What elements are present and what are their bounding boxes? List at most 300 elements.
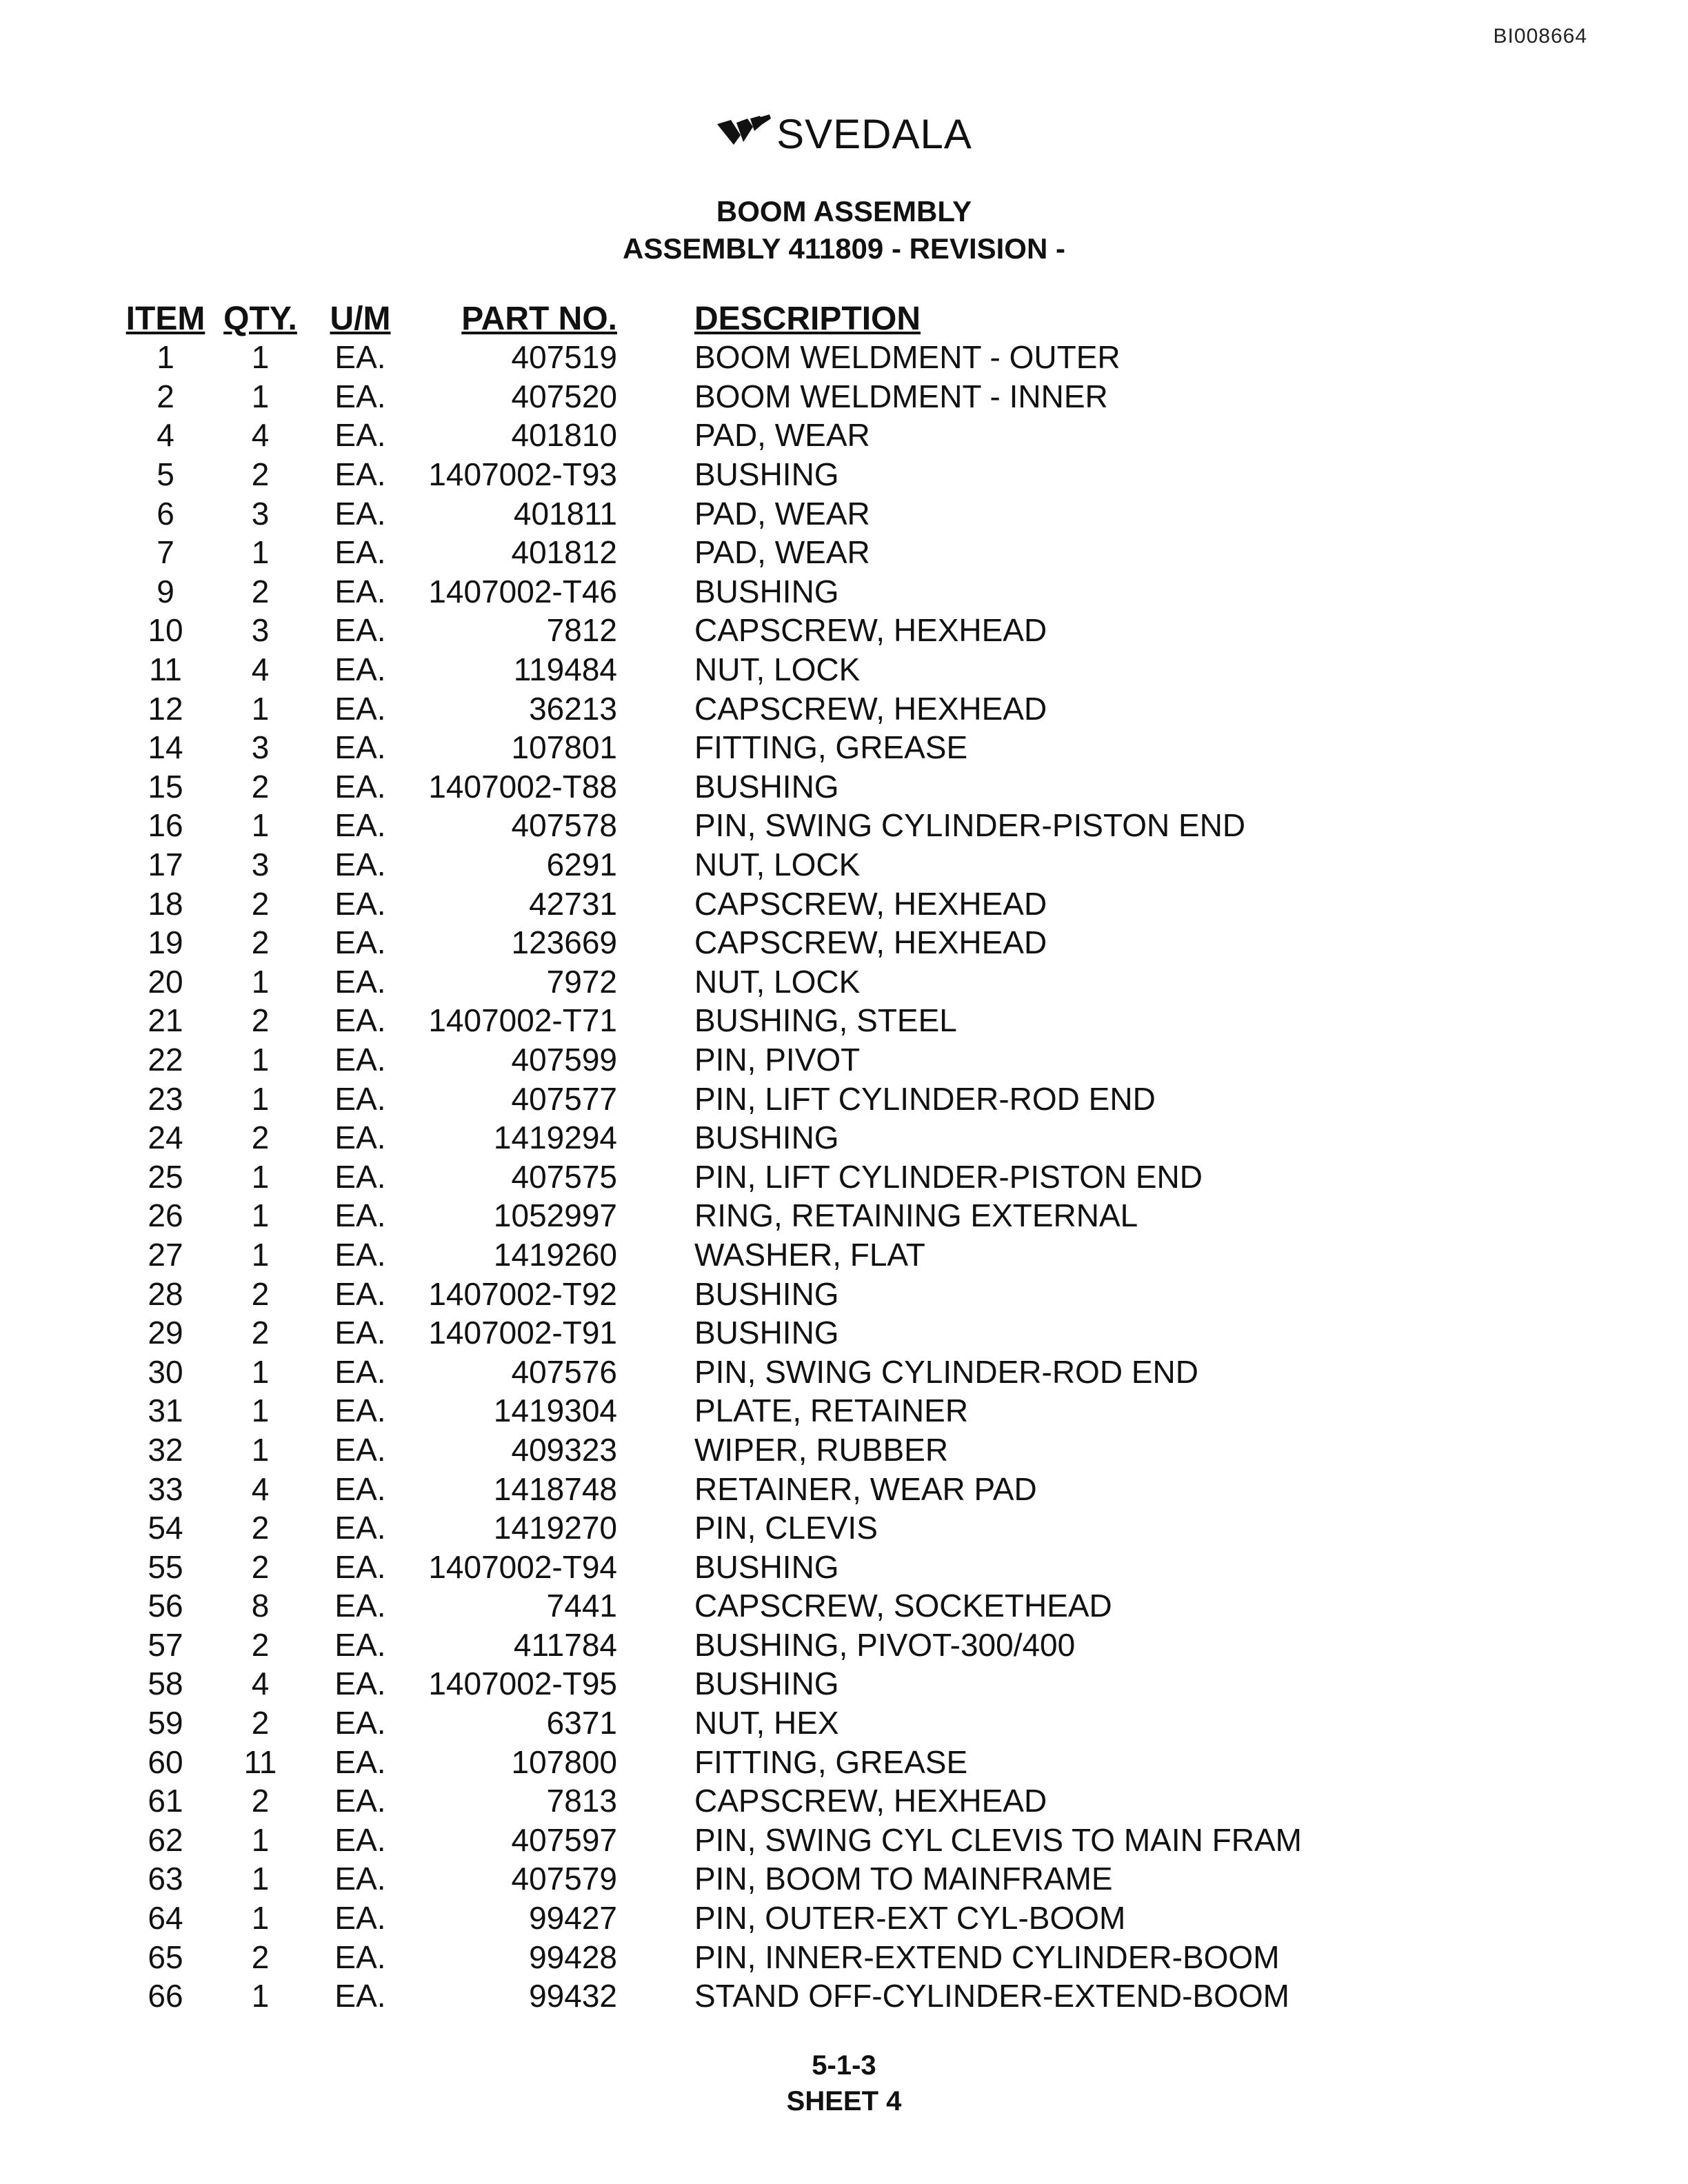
- description-cell: PIN, OUTER-EXT CYL-BOOM: [694, 1900, 1126, 1937]
- quantity-cell: 2: [251, 885, 270, 922]
- unit-of-measure-cell: EA.: [334, 339, 386, 376]
- unit-of-measure-cell: EA.: [334, 924, 386, 961]
- column-spacer: [617, 611, 694, 650]
- table-row: [124, 728, 1315, 767]
- quantity-cell: 2: [251, 768, 270, 805]
- column-header-qty: QTY.: [223, 301, 297, 337]
- column-spacer: [617, 728, 694, 767]
- quantity-cell: 2: [251, 1548, 270, 1585]
- column-spacer: [617, 1352, 694, 1391]
- quantity-cell: 1: [251, 963, 270, 1000]
- table-row: [124, 1313, 1315, 1353]
- unit-of-measure-cell: EA.: [334, 1510, 386, 1546]
- table-row: [124, 1899, 1315, 1938]
- quantity-cell: 2: [251, 456, 270, 493]
- column-spacer: [617, 884, 694, 923]
- unit-of-measure-cell: EA.: [334, 1080, 386, 1117]
- column-spacer: [617, 1157, 694, 1196]
- column-header-um: U/M: [330, 301, 391, 337]
- column-spacer: [617, 1547, 694, 1586]
- table-row: [124, 1235, 1315, 1275]
- description-cell: PAD, WEAR: [694, 495, 870, 532]
- description-cell: PIN, INNER-EXTEND CYLINDER-BOOM: [694, 1939, 1280, 1975]
- unit-of-measure-cell: EA.: [334, 1353, 386, 1390]
- column-spacer: [617, 1626, 694, 1665]
- column-spacer: [617, 1391, 694, 1430]
- part-number-cell: 401812: [511, 534, 617, 571]
- column-spacer: [617, 1821, 694, 1860]
- unit-of-measure-cell: EA.: [334, 885, 386, 922]
- table-row: [124, 572, 1315, 611]
- part-number-cell: 407577: [511, 1080, 617, 1117]
- table-row: [124, 884, 1315, 923]
- table-row: [124, 377, 1315, 416]
- quantity-cell: 1: [251, 1978, 270, 2014]
- part-number-cell: 119484: [513, 651, 617, 688]
- description-cell: CAPSCREW, HEXHEAD: [694, 1783, 1047, 1819]
- table-row: [124, 1079, 1315, 1118]
- document-id: BI008664: [1493, 25, 1587, 48]
- description-cell: NUT, LOCK: [694, 651, 861, 688]
- unit-of-measure-cell: EA.: [334, 1275, 386, 1312]
- item-number-cell: 21: [148, 1002, 183, 1039]
- part-number-cell: 107801: [511, 729, 617, 766]
- column-spacer: [617, 377, 694, 416]
- column-spacer: [617, 650, 694, 689]
- part-number-cell: 407576: [511, 1353, 617, 1390]
- quantity-cell: 3: [251, 729, 270, 766]
- table-row: [124, 1664, 1315, 1703]
- description-cell: FITTING, GREASE: [694, 1743, 968, 1780]
- unit-of-measure-cell: EA.: [334, 1315, 386, 1351]
- item-number-cell: 14: [148, 729, 183, 766]
- unit-of-measure-cell: EA.: [334, 1705, 386, 1741]
- column-spacer: [617, 806, 694, 845]
- sheet-number: SHEET 4: [786, 2086, 902, 2116]
- item-number-cell: 60: [148, 1743, 183, 1780]
- table-row: [124, 1586, 1315, 1626]
- description-cell: BOOM WELDMENT - OUTER: [694, 339, 1121, 376]
- part-number-cell: 407599: [511, 1041, 617, 1078]
- table-row: [124, 1821, 1315, 1860]
- column-spacer: [617, 1274, 694, 1313]
- unit-of-measure-cell: EA.: [334, 1588, 386, 1624]
- item-number-cell: 18: [148, 885, 183, 922]
- part-number-cell: 1418748: [493, 1470, 617, 1507]
- column-spacer: [617, 1469, 694, 1508]
- part-number-cell: 99432: [529, 1978, 617, 2014]
- quantity-cell: 2: [251, 1120, 270, 1156]
- description-cell: CAPSCREW, HEXHEAD: [694, 612, 1047, 649]
- column-spacer: [617, 1976, 694, 2016]
- description-cell: PIN, PIVOT: [694, 1041, 861, 1078]
- column-spacer: [617, 1781, 694, 1821]
- item-number-cell: 57: [148, 1626, 183, 1663]
- table-row: [124, 1937, 1315, 1976]
- quantity-cell: 3: [251, 612, 270, 649]
- column-spacer: [617, 767, 694, 807]
- description-cell: NUT, LOCK: [694, 963, 861, 1000]
- unit-of-measure-cell: EA.: [334, 534, 386, 571]
- item-number-cell: 33: [148, 1470, 183, 1507]
- unit-of-measure-cell: EA.: [334, 1470, 386, 1507]
- quantity-cell: 2: [251, 1626, 270, 1663]
- description-cell: FITTING, GREASE: [694, 729, 968, 766]
- quantity-cell: 3: [251, 495, 270, 532]
- column-spacer: [617, 1899, 694, 1938]
- table-row: [124, 1742, 1315, 1781]
- table-row: [124, 923, 1315, 962]
- part-number-cell: 123669: [511, 924, 617, 961]
- quantity-cell: 1: [251, 339, 270, 376]
- part-number-cell: 407519: [511, 339, 617, 376]
- table-row: [124, 1781, 1315, 1821]
- table-row: [124, 533, 1315, 572]
- unit-of-measure-cell: EA.: [334, 1120, 386, 1156]
- unit-of-measure-cell: EA.: [334, 729, 386, 766]
- unit-of-measure-cell: EA.: [334, 1041, 386, 1078]
- item-number-cell: 6: [157, 495, 174, 532]
- description-cell: PIN, SWING CYL CLEVIS TO MAIN FRAM: [694, 1821, 1302, 1858]
- column-spacer: [617, 689, 694, 728]
- item-number-cell: 29: [148, 1315, 183, 1351]
- item-number-cell: 23: [148, 1080, 183, 1117]
- column-spacer: [617, 338, 694, 377]
- table-row: [124, 1040, 1315, 1080]
- description-cell: CAPSCREW, SOCKETHEAD: [694, 1588, 1112, 1624]
- item-number-cell: 25: [148, 1158, 183, 1195]
- part-number-cell: 407520: [511, 378, 617, 414]
- description-cell: CAPSCREW, HEXHEAD: [694, 924, 1047, 961]
- quantity-cell: 2: [251, 1510, 270, 1546]
- unit-of-measure-cell: EA.: [334, 612, 386, 649]
- parts-table-body: [124, 338, 1315, 2016]
- column-spacer: [617, 1235, 694, 1275]
- table-row: [124, 806, 1315, 845]
- unit-of-measure-cell: EA.: [334, 1002, 386, 1039]
- item-number-cell: 10: [148, 612, 183, 649]
- description-cell: NUT, LOCK: [694, 847, 861, 883]
- table-row: [124, 689, 1315, 728]
- quantity-cell: 1: [251, 1431, 270, 1468]
- table-row: [124, 962, 1315, 1002]
- part-number-cell: 407575: [511, 1158, 617, 1195]
- quantity-cell: 11: [243, 1743, 277, 1780]
- item-number-cell: 19: [148, 924, 183, 961]
- description-cell: RETAINER, WEAR PAD: [694, 1470, 1037, 1507]
- quantity-cell: 1: [251, 690, 270, 727]
- column-spacer: [617, 494, 694, 533]
- description-cell: BUSHING: [694, 573, 839, 609]
- column-spacer: [617, 572, 694, 611]
- part-number-cell: 6291: [546, 847, 617, 883]
- item-number-cell: 9: [157, 573, 174, 609]
- table-row: [124, 1352, 1315, 1391]
- part-number-cell: 1419270: [493, 1510, 617, 1546]
- quantity-cell: 1: [251, 534, 270, 571]
- table-row: [124, 611, 1315, 650]
- unit-of-measure-cell: EA.: [334, 1236, 386, 1273]
- unit-of-measure-cell: EA.: [334, 573, 386, 609]
- unit-of-measure-cell: EA.: [334, 1666, 386, 1702]
- description-cell: WASHER, FLAT: [694, 1236, 925, 1273]
- part-number-cell: 36213: [529, 690, 617, 727]
- column-spacer: [617, 1937, 694, 1976]
- table-row: [124, 338, 1315, 377]
- table-row: [124, 1157, 1315, 1196]
- description-cell: BUSHING: [694, 1120, 839, 1156]
- table-row: [124, 1118, 1315, 1157]
- description-cell: BUSHING: [694, 1315, 839, 1351]
- description-cell: CAPSCREW, HEXHEAD: [694, 690, 1047, 727]
- part-number-cell: 1407002-T94: [428, 1548, 617, 1585]
- column-spacer: [617, 1118, 694, 1157]
- table-row: [124, 767, 1315, 807]
- item-number-cell: 59: [148, 1705, 183, 1741]
- part-number-cell: 401811: [513, 495, 617, 532]
- part-number-cell: 7972: [546, 963, 617, 1000]
- column-spacer: [617, 1859, 694, 1899]
- item-number-cell: 32: [148, 1431, 183, 1468]
- part-number-cell: 401810: [511, 417, 617, 454]
- quantity-cell: 4: [251, 417, 270, 454]
- item-number-cell: 16: [148, 807, 183, 844]
- quantity-cell: 1: [251, 1080, 270, 1117]
- column-header-item: ITEM: [125, 301, 205, 337]
- page-footer: [0, 2048, 1688, 2119]
- part-number-cell: 411784: [513, 1626, 617, 1663]
- description-cell: PAD, WEAR: [694, 534, 870, 571]
- item-number-cell: 1: [157, 339, 174, 376]
- description-cell: PIN, CLEVIS: [694, 1510, 878, 1546]
- quantity-cell: 2: [251, 1705, 270, 1741]
- item-number-cell: 24: [148, 1120, 183, 1156]
- item-number-cell: 62: [148, 1821, 183, 1858]
- svedala-logo-icon: [716, 114, 772, 154]
- part-number-cell: 42731: [529, 885, 617, 922]
- table-row: [124, 455, 1315, 494]
- item-number-cell: 63: [148, 1861, 183, 1897]
- description-cell: RING, RETAINING EXTERNAL: [694, 1197, 1138, 1234]
- quantity-cell: 1: [251, 1900, 270, 1937]
- table-row: [124, 1001, 1315, 1040]
- unit-of-measure-cell: EA.: [334, 495, 386, 532]
- item-number-cell: 17: [148, 847, 183, 883]
- unit-of-measure-cell: EA.: [334, 690, 386, 727]
- part-number-cell: 407597: [511, 1821, 617, 1858]
- part-number-cell: 1407002-T91: [428, 1315, 617, 1351]
- quantity-cell: 1: [251, 1393, 270, 1429]
- table-row: [124, 494, 1315, 533]
- table-row: [124, 1274, 1315, 1313]
- item-number-cell: 4: [157, 417, 174, 454]
- description-cell: BUSHING: [694, 768, 839, 805]
- column-spacer: [617, 533, 694, 572]
- quantity-cell: 4: [251, 651, 270, 688]
- item-number-cell: 56: [148, 1588, 183, 1624]
- parts-table: [124, 296, 1315, 2016]
- part-number-cell: 99427: [529, 1900, 617, 1937]
- quantity-cell: 1: [251, 1861, 270, 1897]
- item-number-cell: 2: [157, 378, 174, 414]
- unit-of-measure-cell: EA.: [334, 1431, 386, 1468]
- column-spacer: [617, 1664, 694, 1703]
- item-number-cell: 66: [148, 1978, 183, 2014]
- description-cell: BUSHING: [694, 1548, 839, 1585]
- part-number-cell: 407578: [511, 807, 617, 844]
- part-number-cell: 1419260: [493, 1236, 617, 1273]
- column-spacer: [617, 923, 694, 962]
- item-number-cell: 55: [148, 1548, 183, 1585]
- part-number-cell: 1407002-T93: [428, 456, 617, 493]
- column-spacer: [617, 1508, 694, 1548]
- unit-of-measure-cell: EA.: [334, 1939, 386, 1975]
- item-number-cell: 27: [148, 1236, 183, 1273]
- column-spacer: [617, 1079, 694, 1118]
- unit-of-measure-cell: EA.: [334, 807, 386, 844]
- part-number-cell: 1407002-T95: [428, 1666, 617, 1702]
- column-spacer: [617, 455, 694, 494]
- column-spacer: [617, 962, 694, 1002]
- column-spacer: [617, 416, 694, 455]
- description-cell: PIN, SWING CYLINDER-PISTON END: [694, 807, 1246, 844]
- description-cell: CAPSCREW, HEXHEAD: [694, 885, 1047, 922]
- part-number-cell: 1419294: [493, 1120, 617, 1156]
- table-row: [124, 1430, 1315, 1470]
- description-cell: PIN, BOOM TO MAINFRAME: [694, 1861, 1113, 1897]
- quantity-cell: 4: [251, 1666, 270, 1702]
- quantity-cell: 1: [251, 1236, 270, 1273]
- unit-of-measure-cell: EA.: [334, 1393, 386, 1429]
- quantity-cell: 1: [251, 1158, 270, 1195]
- company-logo: [0, 110, 1688, 158]
- title-block: [0, 193, 1688, 267]
- part-number-cell: 107800: [511, 1743, 617, 1780]
- description-cell: NUT, HEX: [694, 1705, 839, 1741]
- quantity-cell: 1: [251, 1197, 270, 1234]
- table-row: [124, 1626, 1315, 1665]
- description-cell: BUSHING, STEEL: [694, 1002, 957, 1039]
- quantity-cell: 2: [251, 1783, 270, 1819]
- item-number-cell: 64: [148, 1900, 183, 1937]
- quantity-cell: 1: [251, 1041, 270, 1078]
- description-cell: BUSHING: [694, 1666, 839, 1702]
- column-spacer: [617, 1703, 694, 1743]
- unit-of-measure-cell: EA.: [334, 1197, 386, 1234]
- table-row: [124, 1508, 1315, 1548]
- quantity-cell: 2: [251, 1315, 270, 1351]
- table-row: [124, 1547, 1315, 1586]
- table-header-row: [124, 296, 1315, 338]
- column-spacer: [617, 1196, 694, 1235]
- quantity-cell: 2: [251, 924, 270, 961]
- description-cell: PIN, SWING CYLINDER-ROD END: [694, 1353, 1198, 1390]
- item-number-cell: 28: [148, 1275, 183, 1312]
- quantity-cell: 8: [251, 1588, 270, 1624]
- part-number-cell: 1407002-T92: [428, 1275, 617, 1312]
- description-cell: STAND OFF-CYLINDER-EXTEND-BOOM: [694, 1978, 1289, 2014]
- item-number-cell: 65: [148, 1939, 183, 1975]
- part-number-cell: 1419304: [493, 1393, 617, 1429]
- part-number-cell: 1407002-T46: [428, 573, 617, 609]
- unit-of-measure-cell: EA.: [334, 1548, 386, 1585]
- table-row: [124, 1391, 1315, 1430]
- unit-of-measure-cell: EA.: [334, 1978, 386, 2014]
- unit-of-measure-cell: EA.: [334, 847, 386, 883]
- unit-of-measure-cell: EA.: [334, 1821, 386, 1858]
- column-spacer: [617, 1040, 694, 1080]
- table-row: [124, 650, 1315, 689]
- unit-of-measure-cell: EA.: [334, 1158, 386, 1195]
- item-number-cell: 26: [148, 1197, 183, 1234]
- description-cell: BUSHING, PIVOT-300/400: [694, 1626, 1076, 1663]
- part-number-cell: 1407002-T88: [428, 768, 617, 805]
- item-number-cell: 61: [148, 1783, 183, 1819]
- item-number-cell: 5: [157, 456, 174, 493]
- table-row: [124, 1859, 1315, 1899]
- unit-of-measure-cell: EA.: [334, 1861, 386, 1897]
- unit-of-measure-cell: EA.: [334, 456, 386, 493]
- part-number-cell: 1407002-T71: [428, 1002, 617, 1039]
- item-number-cell: 20: [148, 963, 183, 1000]
- part-number-cell: 7441: [546, 1588, 617, 1624]
- quantity-cell: 3: [251, 847, 270, 883]
- item-number-cell: 11: [149, 651, 182, 688]
- unit-of-measure-cell: EA.: [334, 963, 386, 1000]
- quantity-cell: 1: [251, 378, 270, 414]
- description-cell: BUSHING: [694, 456, 839, 493]
- part-number-cell: 7813: [546, 1783, 617, 1819]
- document-title: BOOM ASSEMBLY: [716, 195, 972, 228]
- column-header-description: DESCRIPTION: [694, 301, 921, 337]
- item-number-cell: 31: [148, 1393, 183, 1429]
- table-row: [124, 1976, 1315, 2016]
- part-number-cell: 7812: [546, 612, 617, 649]
- unit-of-measure-cell: EA.: [334, 1900, 386, 1937]
- quantity-cell: 1: [251, 807, 270, 844]
- description-cell: PIN, LIFT CYLINDER-PISTON END: [694, 1158, 1203, 1195]
- quantity-cell: 1: [251, 1353, 270, 1390]
- item-number-cell: 54: [148, 1510, 183, 1546]
- column-spacer: [617, 1742, 694, 1781]
- item-number-cell: 7: [157, 534, 174, 571]
- unit-of-measure-cell: EA.: [334, 768, 386, 805]
- unit-of-measure-cell: EA.: [334, 1743, 386, 1780]
- table-row: [124, 1196, 1315, 1235]
- description-cell: BUSHING: [694, 1275, 839, 1312]
- logo-wordmark: SVEDALA: [776, 111, 972, 157]
- unit-of-measure-cell: EA.: [334, 1783, 386, 1819]
- quantity-cell: 2: [251, 1002, 270, 1039]
- item-number-cell: 58: [148, 1666, 183, 1702]
- table-row: [124, 1469, 1315, 1508]
- part-number-cell: 99428: [529, 1939, 617, 1975]
- column-spacer: [617, 1586, 694, 1626]
- description-cell: PLATE, RETAINER: [694, 1393, 969, 1429]
- part-number-cell: 1052997: [493, 1197, 617, 1234]
- quantity-cell: 4: [251, 1470, 270, 1507]
- column-spacer: [617, 1313, 694, 1353]
- table-row: [124, 1703, 1315, 1743]
- column-spacer: [617, 1430, 694, 1470]
- column-spacer: [617, 845, 694, 884]
- column-header-part-no: PART NO.: [461, 301, 617, 337]
- column-spacer: [617, 1001, 694, 1040]
- description-cell: PAD, WEAR: [694, 417, 870, 454]
- quantity-cell: 2: [251, 1275, 270, 1312]
- part-number-cell: 407579: [511, 1861, 617, 1897]
- column-spacer: [617, 296, 694, 338]
